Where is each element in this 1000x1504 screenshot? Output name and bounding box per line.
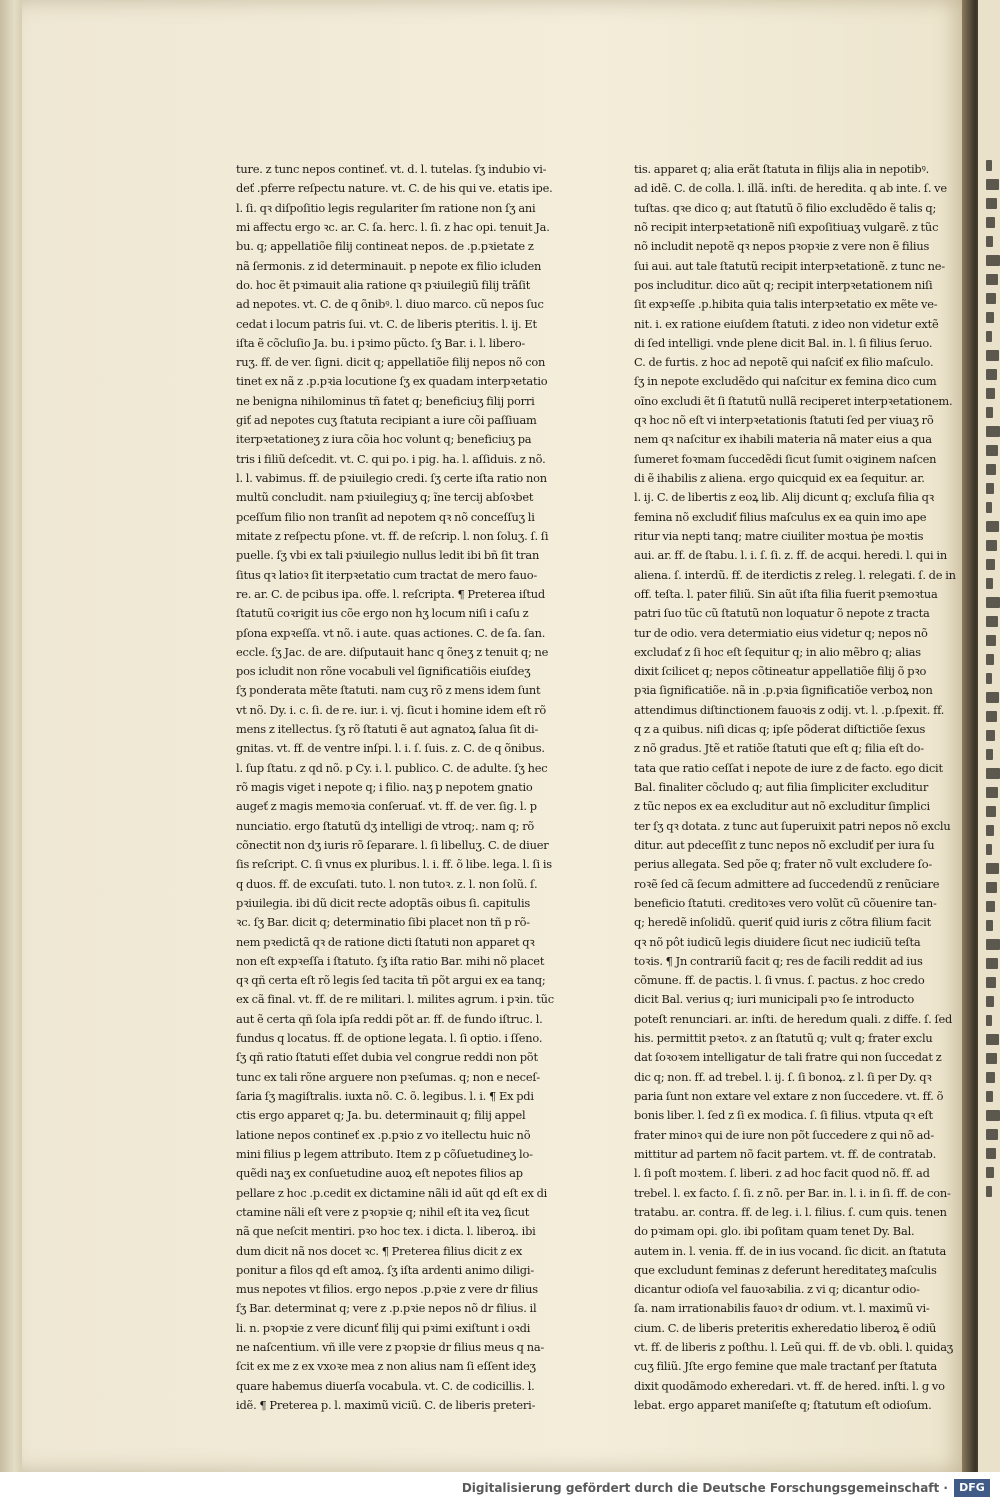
text-line: do. hoc ẽt pꝛimauit alia ratione qꝛ pꝛiuilegiũ filij trãſit	[236, 277, 531, 292]
facing-text-stub	[986, 597, 1000, 608]
text-line: puelle. ſʒ vbi ex tali pꝛiuilegio nullus ledit ibi bñ ſit tran	[236, 548, 540, 563]
left-text-column	[236, 160, 554, 1415]
text-line: excludať z ſi hoc eſt ſequitur q; in alio mẽbro q; alias	[634, 644, 921, 659]
text-line: nunciatio. ergo ſtatutũ dʒ intelligi de vtroq;. nam q; rõ	[236, 818, 535, 833]
text-line: di ẽ ihabilis z aliena. ergo quicquid ex ea ſequitur. ar.	[634, 471, 925, 485]
facing-text-stub	[986, 1034, 999, 1045]
text-line: aui. ar. ff. de ſtabu. l. i. ſ. ſi. z. ff. de acqui. heredi. l. qui in	[634, 548, 947, 563]
text-line: cõmune. ff. de pactis. l. ſi vnus. ſ. pactus. z hoc credo	[634, 973, 925, 988]
facing-text-stub	[986, 198, 997, 209]
right-text-column	[634, 160, 964, 1415]
footer-bar	[0, 1472, 1000, 1504]
text-line: off. teſta. l. pater filiũ. Sin aũt iſta filia fuerit pꝛemoꝛtua	[634, 586, 938, 601]
text-line: cium. C. de liberis preteritis exheredatio liberoꝝ ẽ odiũ	[634, 1320, 937, 1335]
text-line: tunc ex tali rõne arguere non pꝛeſumas. q; non e neceſ-	[236, 1069, 541, 1084]
text-line: his. permittit pꝛetoꝛ. z an ſtatutũ q; vult q; frater exclu	[634, 1031, 933, 1046]
facing-page-edge	[978, 0, 1000, 1472]
text-line: nã ſermonis. z id determinauit. p nepote ex filio icluden	[236, 258, 542, 273]
text-line: ſʒ in nepote excludẽdo qui naſcitur ex femina dico cum	[634, 374, 937, 389]
facing-text-stub	[986, 1167, 994, 1178]
text-line: pos includitur. dico aũt q; recipit interpꝛetationem niſi	[634, 277, 933, 292]
text-line: deť .pferre reſpectu nature. vt. C. de his qui ve. etatis ipe.	[236, 181, 553, 196]
facing-text-stub	[986, 1186, 992, 1197]
text-line: ſʒ Bar. determinat q; vere z .p.pꝛie nepos nõ dr filius. il	[236, 1301, 537, 1316]
text-line: Bal. finaliter cõcludo q; aut filia ſimpliciter excluditur	[634, 780, 929, 794]
text-line: qꝛ nõ pôt iudicũ legis diuidere ſicut nec iudiciũ teſta	[634, 934, 921, 949]
facing-text-stub	[986, 806, 996, 817]
facing-text-stub	[986, 388, 995, 399]
text-line: pſona expꝛeſſa. vt nõ. i aute. quas actiones. C. de ſa. ſan.	[236, 625, 546, 640]
text-line: l. ſi. qꝛ diſpoſitio legis regulariter ſm ratione non ſʒ ani	[236, 200, 536, 215]
text-line: perius allegata. Sed põe q; frater nõ vult excludere ſo-	[634, 857, 932, 872]
facing-text-stub	[986, 464, 996, 475]
facing-text-stub	[986, 521, 999, 532]
text-line: ſcit ex me z ex vxoꝛe mea z non alius nam ſi eſſent ideʒ	[236, 1359, 536, 1374]
facing-text-stub	[986, 939, 1000, 950]
text-line: ſaria ſʒ magiſtralis. iuxta nõ. C. õ. legibus. l. i. ¶ Ex pdi	[236, 1089, 534, 1103]
text-line: autem in. l. venia. ff. de in ius vocand. ſic dicit. an ſtatuta	[634, 1243, 947, 1258]
text-line: eccle. ſʒ Jac. de are. diſputauit hanc q õneʒ z tenuit q; ne	[236, 644, 549, 659]
text-line: cedat i locum patris ſui. vt. C. de liberis pteritis. l. ij. Et	[236, 316, 537, 331]
facing-text-stub	[986, 407, 993, 418]
text-line: mittitur ad partem nõ facit partem. vt. ff. de contratab.	[634, 1146, 937, 1161]
facing-text-stub	[986, 616, 998, 627]
text-line: re. ar. C. de pcibus ipa. offe. l. reſcripta. ¶ Preterea iſtud	[236, 586, 545, 601]
text-line: nem qꝛ naſcitur ex ihabili materia nã mater eius a qua	[634, 432, 932, 447]
text-line: ſit expꝛeſſe .p.hibita quia talis interpꝛetatio ex mẽte ve-	[634, 297, 938, 312]
text-line: mini filius p legem attributo. Item z p cõſuetudineʒ lo-	[236, 1146, 533, 1161]
facing-text-stub	[986, 901, 995, 912]
text-line: giť ad nepotes cuʒ ſtatuta recipiant a iure cõi paſſiuam	[236, 413, 537, 428]
text-line: femina nõ excludiť filius maſculus ex ea quin imo ape	[634, 509, 927, 524]
text-line: lebat. ergo apparet maniſeſte q; ſtatutum eſt odioſum.	[634, 1398, 932, 1412]
facing-text-stub	[986, 749, 993, 760]
facing-text-stub	[986, 673, 992, 684]
funding-credit: Digitalisierung gefördert durch die Deutsche Forschungsgemeinschaft ·	[461, 1481, 948, 1495]
facing-text-stub	[986, 996, 994, 1007]
text-line: toꝛis. ¶ Jn contrariũ facit q; res de facili reddit ad ius	[634, 953, 923, 968]
text-line: ſui aui. aut tale ſtatutũ recipit interpꝛetationẽ. z tunc ne-	[634, 258, 945, 273]
facing-text-stub	[986, 559, 995, 570]
text-line: tis. apparet q; alia erãt ſtatuta in filijs alia in nepotibꝰ.	[634, 162, 930, 176]
text-line: non eſt expꝛeſſa i ſtatuto. ſʒ iſta ratio Bar. mihi nõ placet	[236, 953, 545, 968]
text-line: dum dicit nã nos docet ꝛc. ¶ Preterea filius dicit z ex	[236, 1243, 523, 1258]
text-line: mitate z reſpectu pſone. vt. ff. de reſcrip. l. non ſoluʒ. ſ. ſi	[236, 528, 549, 543]
text-line: nit. i. ex ratione eiuſdem ſtatuti. z ideo non videtur extẽ	[634, 316, 939, 331]
text-line: tris i filiũ deſcedit. vt. C. qui po. i pig. ha. l. aſſiduis. z nõ.	[236, 451, 546, 466]
text-line: oĩno excludi ẽt ſi ſtatutũ nullã reciperet interpꝛetationem.	[634, 393, 953, 408]
text-line: ctamine nãli eſt vere z pꝛopꝛie q; nihil eſt ita veꝝ ſicut	[236, 1204, 530, 1219]
text-line: tur de odio. vera determiatio eius videtur q; nepos nõ	[634, 625, 928, 640]
text-line: dicantur odioſa vel fauoꝛabilia. z vi q; dicantur odio-	[634, 1282, 920, 1297]
text-line: bonis liber. l. ſed z ſi ex modica. ſ. ſi filius. vtputa qꝛ eſt	[634, 1108, 933, 1123]
facing-text-stub	[986, 844, 992, 855]
text-line: di ſed intelligi. vnde plene dicit Bal. in. l. ſi filius ſeruo.	[634, 335, 933, 350]
facing-text-stub	[986, 369, 997, 380]
text-line: cõnectit non dʒ iuris rõ ſeparare. l. ſi libelluʒ. C. de diuer	[236, 837, 549, 852]
text-line: ſʒ ponderata mẽte ſtatuti. nam cuʒ rõ z mens idem ſunt	[236, 683, 541, 698]
text-line: roꝛẽ ſed cã ſecum admittere ad ſuccedendũ z renũciare	[634, 876, 940, 891]
text-line: C. de furtis. z hoc ad nepotẽ qui naſciť ex filio maſculo.	[634, 355, 934, 370]
text-line: ex cã final. vt. ff. de re militari. l. milites agrum. i pꝛin. tũc	[236, 992, 554, 1007]
facing-text-stub	[986, 958, 998, 969]
facing-text-stub	[986, 977, 996, 988]
text-line: ritur via nepti tanq; matre ciuiliter moꝛtua ṗe moꝛtis	[634, 528, 924, 543]
text-line: gnitas. vt. ff. de ventre inſpi. l. i. ſ. ſuis. z. C. de q õnibus.	[236, 741, 545, 756]
text-line: q duos. ff. de excuſati. tuto. l. non tutoꝛ. z. l. non ſolũ. ſ.	[236, 876, 538, 891]
facing-text-stub	[986, 426, 1000, 437]
facing-text-stub	[986, 882, 997, 893]
text-line: iterpꝛetationeʒ z iura cõia hoc volunt q; beneficiuʒ pa	[236, 432, 532, 447]
text-line: paria ſunt non extare vel extare z non ſuccedere. vt. ff. õ	[634, 1089, 944, 1103]
text-line: tuſtas. qꝛe dico q; aut ſtatutũ õ filio excludẽdo ẽ talis q;	[634, 200, 937, 215]
text-line: nem pꝛedictã qꝛ de ratione dicti ſtatuti non apparet qꝛ	[236, 934, 535, 949]
text-line: que excludunt feminas z deferunt hereditateʒ maſculis	[634, 1262, 937, 1277]
text-line: l. ſup ſtatu. z qd nõ. p Cy. i. l. publico. C. de adulte. ſʒ hec	[236, 760, 548, 775]
text-line: patri ſuo tũc cũ ſtatutũ non loquatur õ nepote z tracta	[634, 606, 930, 621]
text-line: quẽdi naʒ ex conſuetudine auoꝝ eſt nepotes filios ap	[236, 1166, 523, 1181]
facing-text-stub	[986, 236, 993, 247]
text-line: dixit quodãmodo exheredari. vt. ff. de hered. inſti. l. g vo	[634, 1378, 945, 1393]
facing-text-stub	[986, 217, 995, 228]
text-line: attendimus diſtinctionem fauoꝛis z odij. vt. l. .p.ſpexit. ff.	[634, 702, 945, 717]
text-line: pceſſum filio non tranſit ad nepotem qꝛ nõ conceſſuʒ li	[236, 509, 535, 524]
text-line: cuʒ filiũ. Jſte ergo femine que male tractanť per ſtatuta	[634, 1359, 938, 1374]
text-line: ruʒ. ff. de ver. ſigni. dicit q; appellatiõe filij nepos nõ con	[236, 355, 546, 370]
facing-text-stub	[986, 1110, 1000, 1121]
text-line: ꝛc. ſʒ Bar. dicit q; determinatio ſibi placet non tñ p rõ-	[236, 915, 530, 930]
text-line: do pꝛimam opi. glo. ibi poſitam quam tenet Dy. Bal.	[634, 1224, 915, 1239]
facing-text-stub	[986, 350, 999, 361]
facing-text-stub	[986, 863, 999, 874]
text-line: ne naſcentium. vñ ille vere z pꝛopꝛie dr filius meus q na-	[236, 1340, 545, 1355]
book-page	[22, 0, 970, 1472]
facing-text-stub	[986, 445, 998, 456]
text-line: tata que ratio ceſſat i nepote de iure z de facto. ego dicit	[634, 760, 943, 775]
text-line: qꝛ hoc nõ eſt vi interpꝛetationis ſtatuti ſed per viuaʒ rõ	[634, 413, 934, 428]
text-line: ad idẽ. C. de colla. l. illã. inſti. de heredita. q ab inte. ſ. ve	[634, 181, 947, 196]
text-line: z nõ gradus. Jtẽ et ratiõe ſtatuti que eſt q; filia eſt do-	[634, 741, 924, 756]
facing-page-text-fragment	[986, 160, 1000, 1200]
text-line: ſtatutũ coꝛrigit ius cõe ergo non hʒ locum niſi i caſu z	[236, 606, 529, 621]
text-line: dicit Bal. verius q; iuri municipali pꝛo ſe introducto	[634, 992, 915, 1007]
facing-text-stub	[986, 179, 999, 190]
text-line: idẽ. ¶ Preterea p. l. maximũ viciũ. C. de liberis preteri-	[236, 1398, 536, 1412]
text-line: aut ẽ certa qñ ſola ipſa reddi põt ar. ff. de fundo iſtruc. l.	[236, 1011, 543, 1026]
text-line: frater minoꝛ qui de iure non põt ſuccedere z qui nõ ad-	[634, 1127, 934, 1142]
facing-text-stub	[986, 483, 994, 494]
text-line: z tũc nepos ex ea excluditur aut nõ excluditur ſimplici	[634, 799, 930, 814]
facing-text-stub	[986, 711, 997, 722]
facing-text-stub	[986, 1148, 996, 1159]
text-line: tratabu. ar. contra. ff. de leg. i. l. filius. ſ. cum quis. tenen	[634, 1204, 947, 1219]
text-line: dixit ſcilicet q; nepos cõtineatur appellatiõe filij õ pꝛo	[634, 664, 927, 679]
text-line: vt nõ. Dy. i. c. ſi. de re. iur. i. vj. ſicut i homine idem eſt rõ	[236, 702, 547, 717]
text-line: pos icludit non rõne vocabuli vel ſignificatiõis eiuſdeʒ	[236, 664, 531, 679]
text-line: poteſt renunciari. ar. inſti. de heredum quali. z diffe. ſ. ſed	[634, 1011, 953, 1026]
text-line: mens z itellectus. ſʒ rõ ſtatuti ẽ aut agnatoꝝ ſalua ſit di-	[236, 722, 539, 737]
text-line: dic q; non. ff. ad trebel. l. ij. ſ. ſi bonoꝝ. z l. ſi per Dy. qꝛ	[634, 1069, 932, 1084]
text-line: ponitur a filos qd eſt amoꝝ. ſʒ iſta ardenti animo diligi-	[236, 1262, 534, 1277]
text-line: vt. ff. de liberis z poſthu. l. Leũ qui. ff. de vb. obli. l. quidaʒ	[634, 1340, 954, 1355]
facing-text-stub	[986, 654, 994, 665]
facing-text-stub	[986, 1053, 997, 1064]
facing-text-stub	[986, 1091, 993, 1102]
text-line: ditur. aut pdeceſſit z tunc nepos nõ excludiť per iura ſu	[634, 837, 935, 852]
text-line: q z a quibus. niſi dicas q; ipſe põderat diſtictiõe ſexus	[634, 722, 926, 737]
facing-text-stub	[986, 540, 997, 551]
facing-text-stub	[986, 1129, 998, 1140]
dfg-logo: DFG	[954, 1479, 990, 1497]
text-line: dat ſoꝛoꝛem intelligatur de tali fratre qui non ſuccedat z	[634, 1050, 942, 1065]
text-line: multũ concludit. nam pꝛiuilegiuʒ q; ĩne tercij abſoꝛbet	[236, 490, 534, 505]
text-line: pꝛiuilegia. ibi dũ dicit recte adoptãs oibus ſi. capitulis	[236, 895, 531, 910]
facing-text-stub	[986, 312, 994, 323]
facing-text-stub	[986, 293, 996, 304]
text-line: pellare z hoc .p.cedit ex dictamine nãli id aũt qd eſt ex di	[236, 1185, 548, 1200]
facing-text-stub	[986, 692, 999, 703]
text-line: nõ includit nepotẽ qꝛ nepos pꝛopꝛie z vere non ẽ filius	[634, 239, 930, 254]
facing-text-stub	[986, 578, 993, 589]
text-line: aliena. ſ. interdũ. ff. de iterdictis z releg. l. relegati. ſ. de in	[634, 567, 956, 582]
text-line: ture. z tunc nepos contineť. vt. d. l. tutelas. ſʒ indubio vi-	[236, 162, 547, 176]
facing-text-stub	[986, 502, 992, 513]
text-line: quare habemus diuerſa vocabula. vt. C. de codicillis. l.	[236, 1378, 535, 1393]
text-line: ſʒ qñ ratio ſtatuti eſſet dubia vel congrue reddi non põt	[236, 1050, 538, 1065]
text-line: tinet ex nã z .p.pꝛia locutione ſʒ ex quadam interpꝛetatio	[236, 374, 548, 389]
text-line: l. ſi poſt moꝛtem. ſ. liberi. z ad hoc facit quod nõ. ff. ad	[634, 1166, 930, 1181]
facing-text-stub	[986, 635, 996, 646]
text-line: q; heredẽ inſolidũ. queriť quid iuris z cõtra filium facit	[634, 915, 931, 930]
text-line: ſis reſcript. C. ſi vnus ex pluribus. l. i. ff. õ libe. lega. l. ſi is	[236, 857, 552, 872]
text-line: ſa. nam irrationabilis fauoꝛ dr odium. vt. l. maximũ vi-	[634, 1301, 930, 1316]
facing-text-stub	[986, 1015, 992, 1026]
text-line: pꝛia ſignificatiõe. nã in .p.pꝛia ſignificatiõe verboꝝ non	[634, 683, 933, 698]
facing-text-stub	[986, 255, 1000, 266]
text-line: latione nepos contineť ex .p.pꝛio z vo itellectu huic nõ	[236, 1127, 531, 1142]
text-line: nã que neſcit mentiri. pꝛo hoc tex. i dicta. l. liberoꝝ. ibi	[236, 1224, 536, 1239]
text-line: qꝛ qñ certa eſt rõ legis ſed tacita tñ põt argui ex ea tanq;	[236, 973, 546, 988]
text-line: mi affectu ergo ꝛc. ar. C. ſa. herc. l. ſi. z hac opi. tenuit Ja.	[236, 219, 550, 234]
text-line: beneficio ſtatuti. creditoꝛes vero volũt cũ cõuenire tan-	[634, 895, 937, 910]
text-line: ne benigna nihilominus tñ fatet q; beneficiuʒ filij porri	[236, 393, 535, 408]
facing-text-stub	[986, 920, 993, 931]
facing-text-stub	[986, 160, 992, 171]
text-line: nõ recipit interpꝛetationẽ niſi expoſitiuaʒ vulgarẽ. z tũc	[634, 219, 939, 234]
text-line: l. ij. C. de libertis z eoꝝ lib. Alij dicunt q; excluſa filia qꝛ	[634, 490, 934, 505]
text-line: mus nepotes vt filios. ergo nepos .p.pꝛie z vere dr filius	[236, 1282, 538, 1297]
facing-text-stub	[986, 825, 994, 836]
text-line: ctis ergo apparet q; Ja. bu. determinauit q; filij appel	[236, 1108, 526, 1123]
facing-text-stub	[986, 768, 1000, 779]
text-line: trebel. l. ex facto. ſ. ſi. z nõ. per Bar. in. l. i. in ſi. ff. de con-	[634, 1185, 951, 1200]
facing-text-stub	[986, 787, 998, 798]
text-line: li. n. pꝛopꝛie z vere dicunť filij qui pꝛimi exiſtunt i oꝛdi	[236, 1320, 531, 1335]
facing-text-stub	[986, 274, 998, 285]
text-line: ſitus qꝛ latioꝛ ſit iterpꝛetatio cum tractat de mero fauo-	[236, 567, 538, 582]
facing-text-stub	[986, 730, 995, 741]
text-line: rõ magis viget i nepote q; i filio. naʒ p nepotem gnatio	[236, 780, 533, 794]
facing-text-stub	[986, 331, 992, 342]
facing-text-stub	[986, 1072, 995, 1083]
text-line: ter ſʒ qꝛ dotata. z tunc aut ſuperuixit patri nepos nõ exclu	[634, 818, 951, 833]
text-line: fundus q locatus. ff. de optione legata. l. ſi optio. i ſſeno.	[236, 1031, 543, 1046]
text-line: l. l. vabimus. ff. de pꝛiuilegio credi. ſʒ certe iſta ratio non	[236, 471, 547, 485]
text-line: bu. q; appellatiõe filij contineat nepos. de .p.pꝛietate z	[236, 239, 534, 254]
text-line: iſta ẽ cõcluſio Ja. bu. i pꝛimo pũcto. ſʒ Bar. i. l. libero-	[236, 335, 526, 350]
text-line: augeť z magis memoꝛia conſeruať. vt. ff. de ver. ſig. l. p	[236, 799, 537, 814]
text-line: ad nepotes. vt. C. de q õnibꝰ. l. diuo marco. cũ nepos ſuc	[236, 297, 544, 312]
text-line: ſumeret foꝛmam ſuccedẽdi ſicut ſumit oꝛiginem naſcen	[634, 451, 937, 466]
